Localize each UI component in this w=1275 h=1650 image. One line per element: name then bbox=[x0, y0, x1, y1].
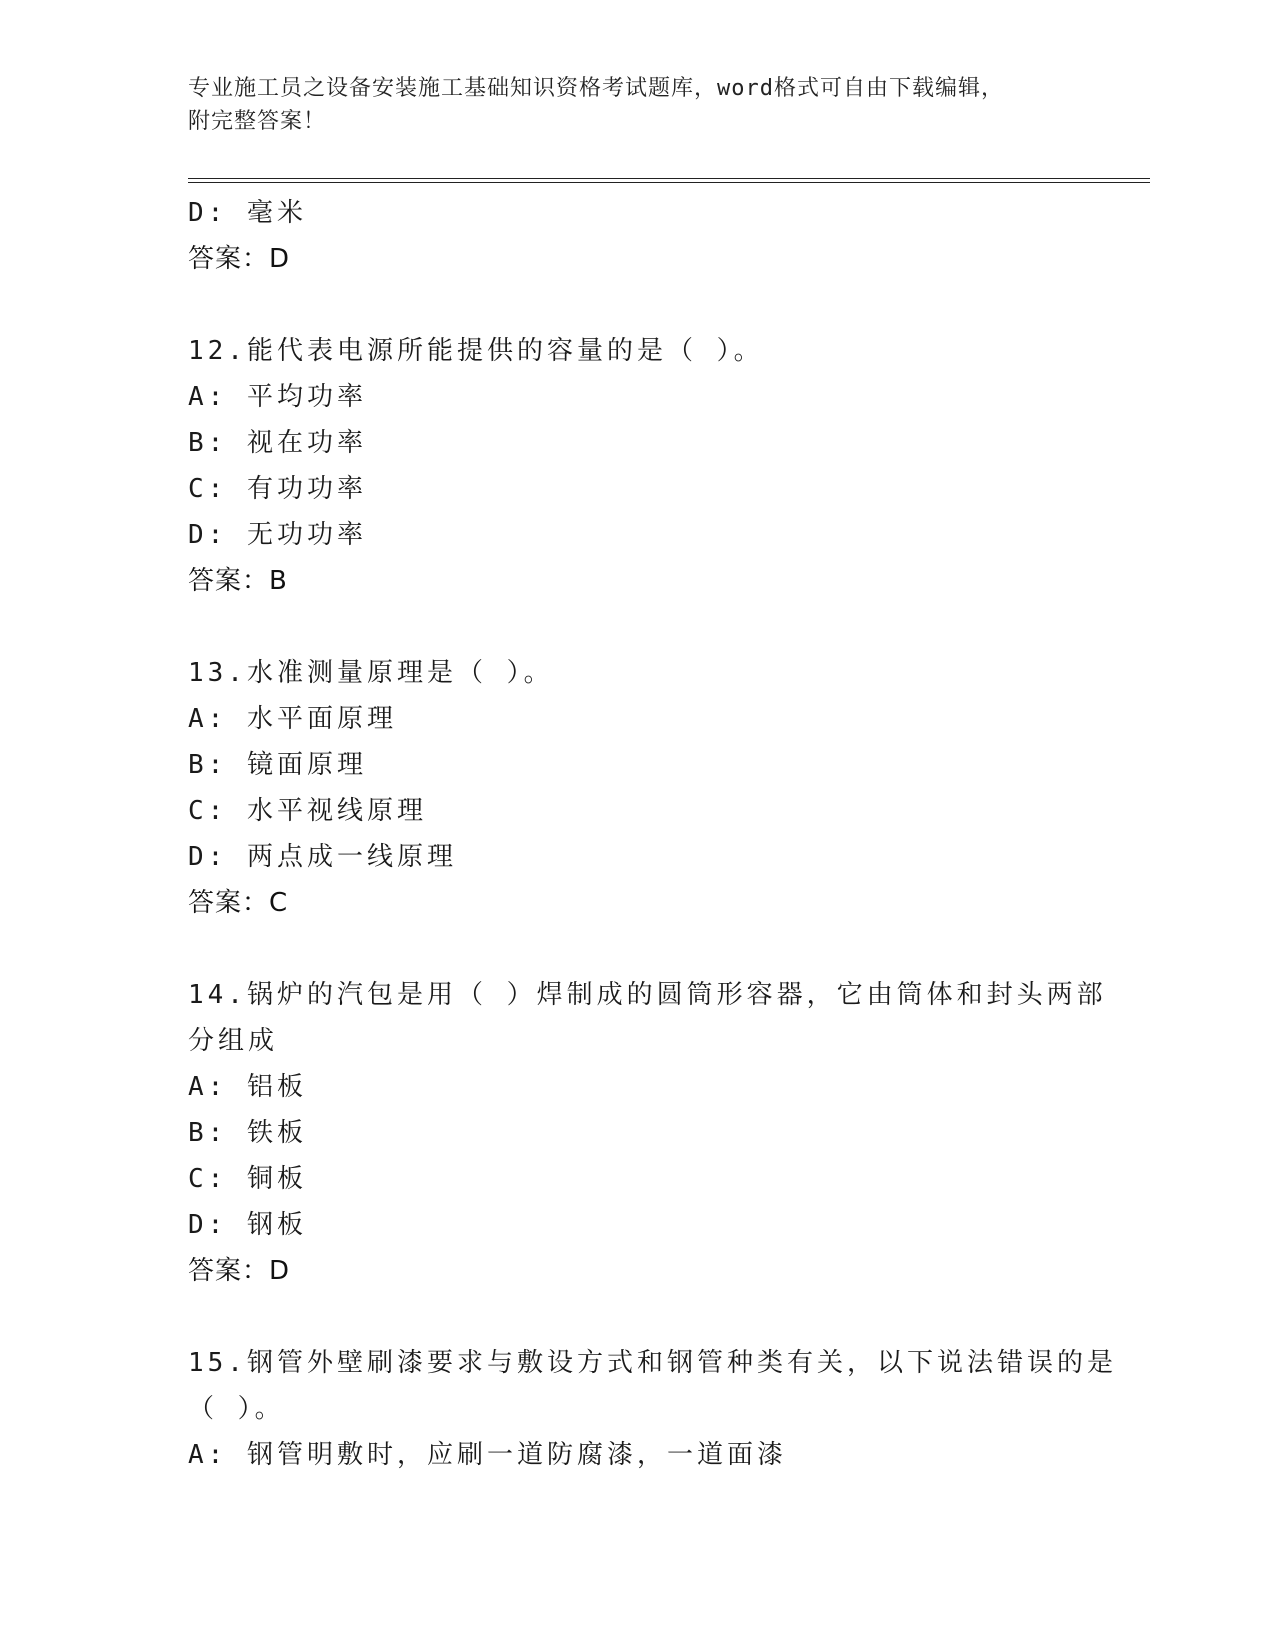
option-a: A: 钢管明敷时，应刷一道防腐漆，一道面漆 bbox=[188, 1440, 787, 1470]
option-c: C: 有功功率 bbox=[188, 474, 367, 504]
answer-line: 答案：B bbox=[188, 566, 288, 596]
answer-line: 答案：D bbox=[188, 244, 291, 274]
option-d: D: 两点成一线原理 bbox=[188, 842, 457, 872]
header-line-2: 附完整答案！ bbox=[188, 109, 327, 134]
question-title: 12.能代表电源所能提供的容量的是（ ）。 bbox=[188, 336, 764, 366]
option-b: B: 镜面原理 bbox=[188, 750, 367, 780]
option-a: A: 铝板 bbox=[188, 1072, 307, 1102]
question-list bbox=[188, 190, 1117, 1478]
option-d: D: 钢板 bbox=[188, 1210, 307, 1240]
spacer bbox=[188, 282, 1088, 328]
header-divider bbox=[188, 178, 1150, 183]
question-title: 13.水准测量原理是（ ）。 bbox=[188, 658, 554, 688]
option-b: B: 铁板 bbox=[188, 1118, 307, 1148]
header-line-1: 专业施工员之设备安装施工基础知识资格考试题库，word格式可自由下载编辑， bbox=[188, 76, 1004, 101]
question-14 bbox=[188, 972, 1107, 1294]
option-a: A: 平均功率 bbox=[188, 382, 367, 412]
question-title-line-1: 15.钢管外壁刷漆要求与敷设方式和钢管种类有关，以下说法错误的是 bbox=[188, 1348, 1117, 1378]
option-c: C: 水平视线原理 bbox=[188, 796, 427, 826]
answer-line: 答案：D bbox=[188, 1256, 291, 1286]
page-header bbox=[188, 72, 1088, 138]
spacer bbox=[188, 604, 1088, 650]
answer-line: 答案：C bbox=[188, 888, 289, 918]
question-title-line-2: 分组成 bbox=[188, 1026, 279, 1056]
question-title-line-1: 14.锅炉的汽包是用（ ）焊制成的圆筒形容器，它由筒体和封头两部 bbox=[188, 980, 1107, 1010]
option-d: D: 无功功率 bbox=[188, 520, 367, 550]
option-a: A: 水平面原理 bbox=[188, 704, 397, 734]
question-title-line-2: （ ）。 bbox=[188, 1394, 285, 1424]
option-d: D: 毫米 bbox=[188, 198, 307, 228]
option-c: C: 铜板 bbox=[188, 1164, 307, 1194]
spacer bbox=[188, 926, 1088, 972]
question-12 bbox=[188, 328, 1088, 604]
option-b: B: 视在功率 bbox=[188, 428, 367, 458]
spacer bbox=[188, 1294, 1088, 1340]
question-15 bbox=[188, 1340, 1117, 1478]
question-13 bbox=[188, 650, 1088, 926]
